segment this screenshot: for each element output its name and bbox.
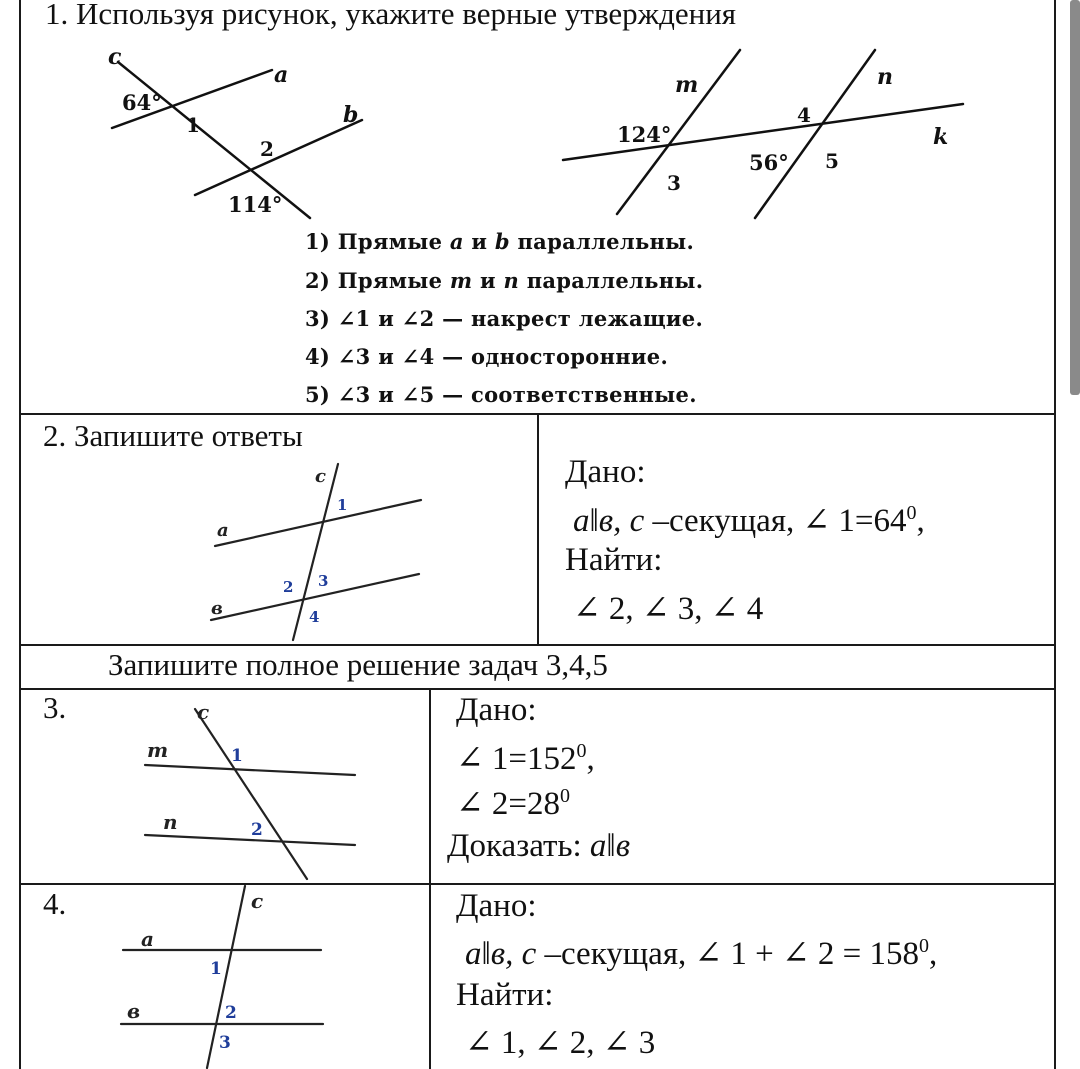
label-5: 5 xyxy=(825,149,839,173)
border-right xyxy=(1054,0,1056,1069)
task1-figure-left xyxy=(100,40,390,220)
task1-header: 1. Используя рисунок, укажите верные утверждения xyxy=(45,0,737,31)
label-1: 1 xyxy=(210,959,222,979)
label-b: в xyxy=(211,598,223,619)
col-divider-task2 xyxy=(537,413,539,645)
label-a: a xyxy=(274,62,289,88)
label-1: 1 xyxy=(186,113,200,137)
statement-4: 4) ∠3 и ∠4 — односторонние. xyxy=(305,344,669,369)
task4-given-line: a‖в, c –секущая, ∠ 1 + ∠ $2 = 158^0$, xyxy=(465,935,938,972)
task2-figure xyxy=(205,458,435,644)
statement-1: 1) Прямые a и b параллельны. xyxy=(305,229,695,254)
section-header: Запишите полное решение задач 3,4,5 xyxy=(108,647,608,682)
line-b xyxy=(195,120,362,195)
label-2: 2 xyxy=(260,137,274,161)
label-angle-64: 64° xyxy=(122,90,162,115)
label-angle-114: 114° xyxy=(228,192,283,217)
label-c: c xyxy=(108,44,122,70)
task3-angle1: ∠ $1=152^0$, xyxy=(456,740,595,777)
label-b: b xyxy=(343,102,359,128)
task4-figure xyxy=(115,884,335,1069)
label-a: a xyxy=(141,927,154,951)
label-angle-56: 56° xyxy=(749,150,789,175)
label-a: a xyxy=(217,520,229,541)
label-n: n xyxy=(877,64,893,90)
border-left xyxy=(19,0,21,1069)
task1-figure-right xyxy=(555,42,975,224)
scrollbar-thumb[interactable] xyxy=(1070,0,1080,395)
task2-given-line: a‖в, c –секущая, ∠ $1=64^0$, xyxy=(573,502,925,539)
task3-given-label: Дано: xyxy=(456,692,537,728)
label-2: 2 xyxy=(251,820,263,840)
task4-find-label: Найти: xyxy=(456,977,554,1013)
label-4: 4 xyxy=(797,103,811,127)
label-1: 1 xyxy=(231,746,243,766)
line-c xyxy=(195,709,307,879)
task3-angle2: ∠ $2=28^0$ xyxy=(456,785,571,822)
task2-find-label: Найти: xyxy=(565,542,663,578)
label-c: c xyxy=(251,889,264,913)
task3-prove: Доказать: a‖в xyxy=(447,828,631,864)
label-c: c xyxy=(197,700,210,724)
task2-find-line: ∠ 2, ∠ 3, ∠ 4 xyxy=(573,591,764,627)
label-n: n xyxy=(163,810,178,834)
label-m: m xyxy=(675,72,699,98)
col-divider-task3 xyxy=(429,688,431,1069)
task2-header: 2. Запишите ответы xyxy=(43,418,303,453)
label-c: c xyxy=(315,466,326,487)
label-m: m xyxy=(147,738,169,762)
task3-number: 3. xyxy=(43,690,67,725)
row-divider-3 xyxy=(19,688,1056,690)
label-3: 3 xyxy=(219,1033,231,1053)
task4-number: 4. xyxy=(43,886,67,921)
label-angle-124: 124° xyxy=(617,122,672,147)
task4-find-line: ∠ 1, ∠ 2, ∠ 3 xyxy=(465,1025,656,1061)
label-1: 1 xyxy=(337,496,348,514)
label-2: 2 xyxy=(225,1003,237,1023)
label-3: 3 xyxy=(667,171,681,195)
label-k: k xyxy=(933,124,949,150)
task2-given-label: Дано: xyxy=(565,454,646,490)
label-2: 2 xyxy=(283,578,294,596)
line-n xyxy=(755,50,875,218)
statement-5: 5) ∠3 и ∠5 — соответственные. xyxy=(305,382,697,407)
label-3: 3 xyxy=(318,572,329,590)
line-n xyxy=(145,835,355,845)
statement-2: 2) Прямые m и n параллельны. xyxy=(305,268,704,293)
task3-figure xyxy=(135,695,375,887)
task4-given-label: Дано: xyxy=(456,888,537,924)
label-b: в xyxy=(127,999,141,1023)
line-m xyxy=(145,765,355,775)
statement-3: 3) ∠1 и ∠2 — накрест лежащие. xyxy=(305,306,704,331)
label-4: 4 xyxy=(309,608,320,626)
